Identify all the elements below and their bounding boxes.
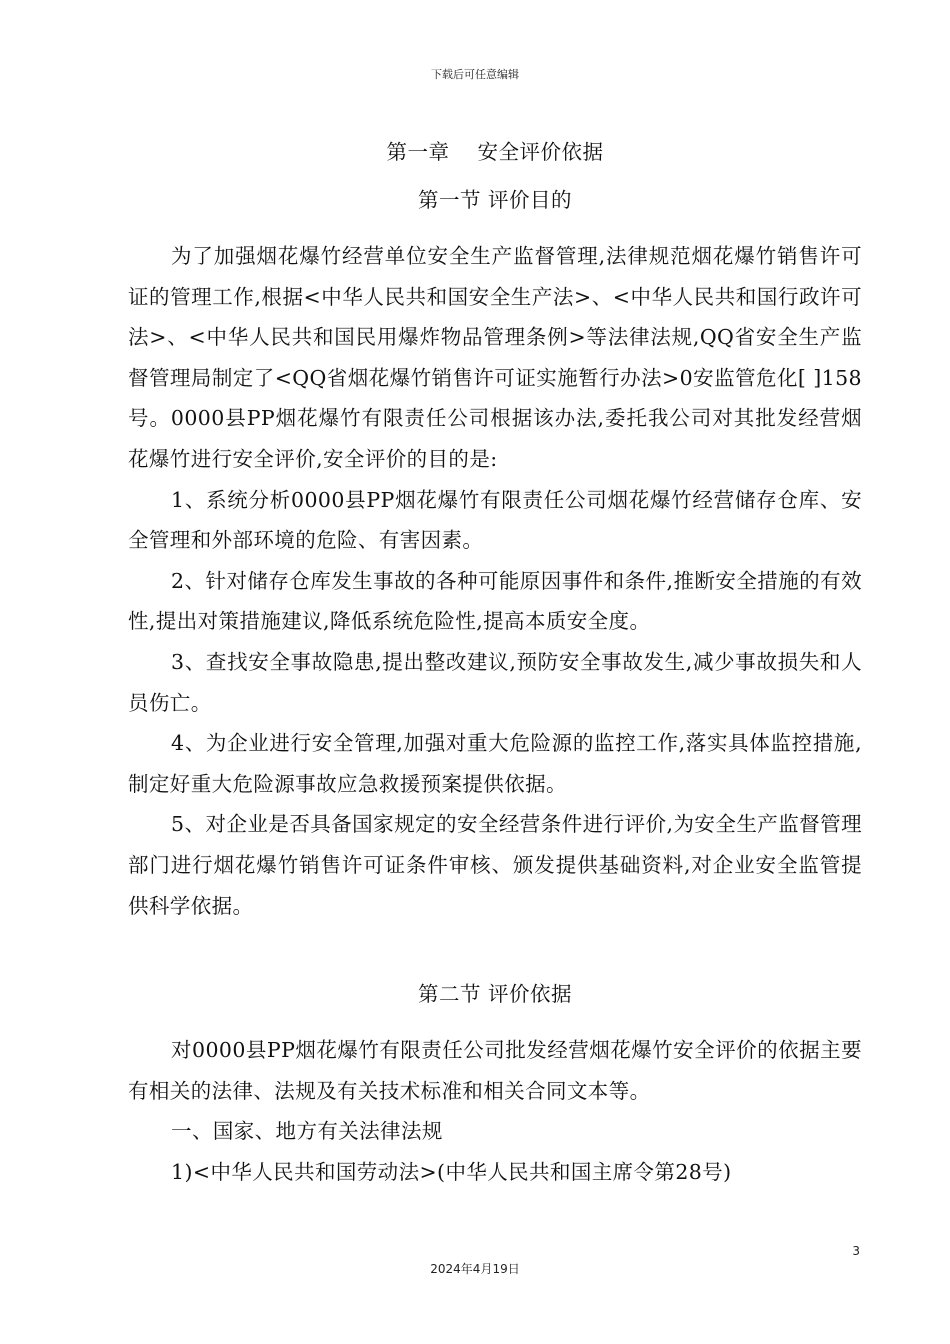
page-footer-date: 2024年4月19日 <box>430 1262 520 1276</box>
paragraph-purpose-item-1: 1、系统分析0000县PP烟花爆竹有限责任公司烟花爆竹经营储存仓库、安全管理和外部环境的危险、有害因素。 <box>128 487 862 553</box>
chapter-title: 第一章 安全评价依据 <box>386 140 604 164</box>
section-title-purpose: 第一节 评价目的 <box>417 188 573 212</box>
paragraph-purpose-item-5: 5、对企业是否具备国家规定的安全经营条件进行评价,为安全生产监督管理部门进行烟花爆竹销售许可证条件审核、颁发提供基础资料,对企业安全监管提供科学依据。 <box>128 812 862 918</box>
page-header-note: 下载后可任意编辑 <box>431 68 519 81</box>
paragraph-purpose-item-4: 4、为企业进行安全管理,加强对重大危险源的监控工作,落实具体监控措施,制定好重大危险源事故应急救援预案提供依据。 <box>128 731 862 796</box>
paragraph-purpose-item-2: 2、针对储存仓库发生事故的各种可能原因事件和条件,推断安全措施的有效性,提出对策措施建议,降低系统危险性,提高本质安全度。 <box>128 568 862 634</box>
paragraph-basis-law-1: 1)<中华人民共和国劳动法>(中华人民共和国主席令第28号) <box>171 1159 732 1184</box>
page-number: 3 <box>852 1244 860 1258</box>
section-title-basis: 第二节 评价依据 <box>417 982 573 1007</box>
paragraph-basis-intro: 对0000县PP烟花爆竹有限责任公司批发经营烟花爆竹安全评价的依据主要有相关的法律、法规及有关技术标准和相关合同文本等。 <box>128 1038 862 1103</box>
paragraph-basis-heading: 一、国家、地方有关法律法规 <box>171 1119 443 1144</box>
paragraph-purpose-intro: 为了加强烟花爆竹经营单位安全生产监督管理,法律规范烟花爆竹销售许可证的管理工作,根据<中华人民共和国安全生产法>、<中华人民共和国行政许可法>、<中华人民共和国民用爆炸物品管理条例>等法律法规,QQ省安全生产监督管理局制定了<QQ省烟花爆竹销售许可证实施暂行办法>0安监管危化[ ]158号。0000县PP烟花爆竹有限责任公司根据该办法,委托我公司对其批发经营烟花爆竹进行安全评价,安全评价的目的是: <box>128 244 862 471</box>
document-body <box>128 134 862 1192</box>
paragraph-purpose-item-3: 3、查找安全事故隐患,提出整改建议,预防安全事故发生,减少事故损失和人员伤亡。 <box>128 649 862 715</box>
